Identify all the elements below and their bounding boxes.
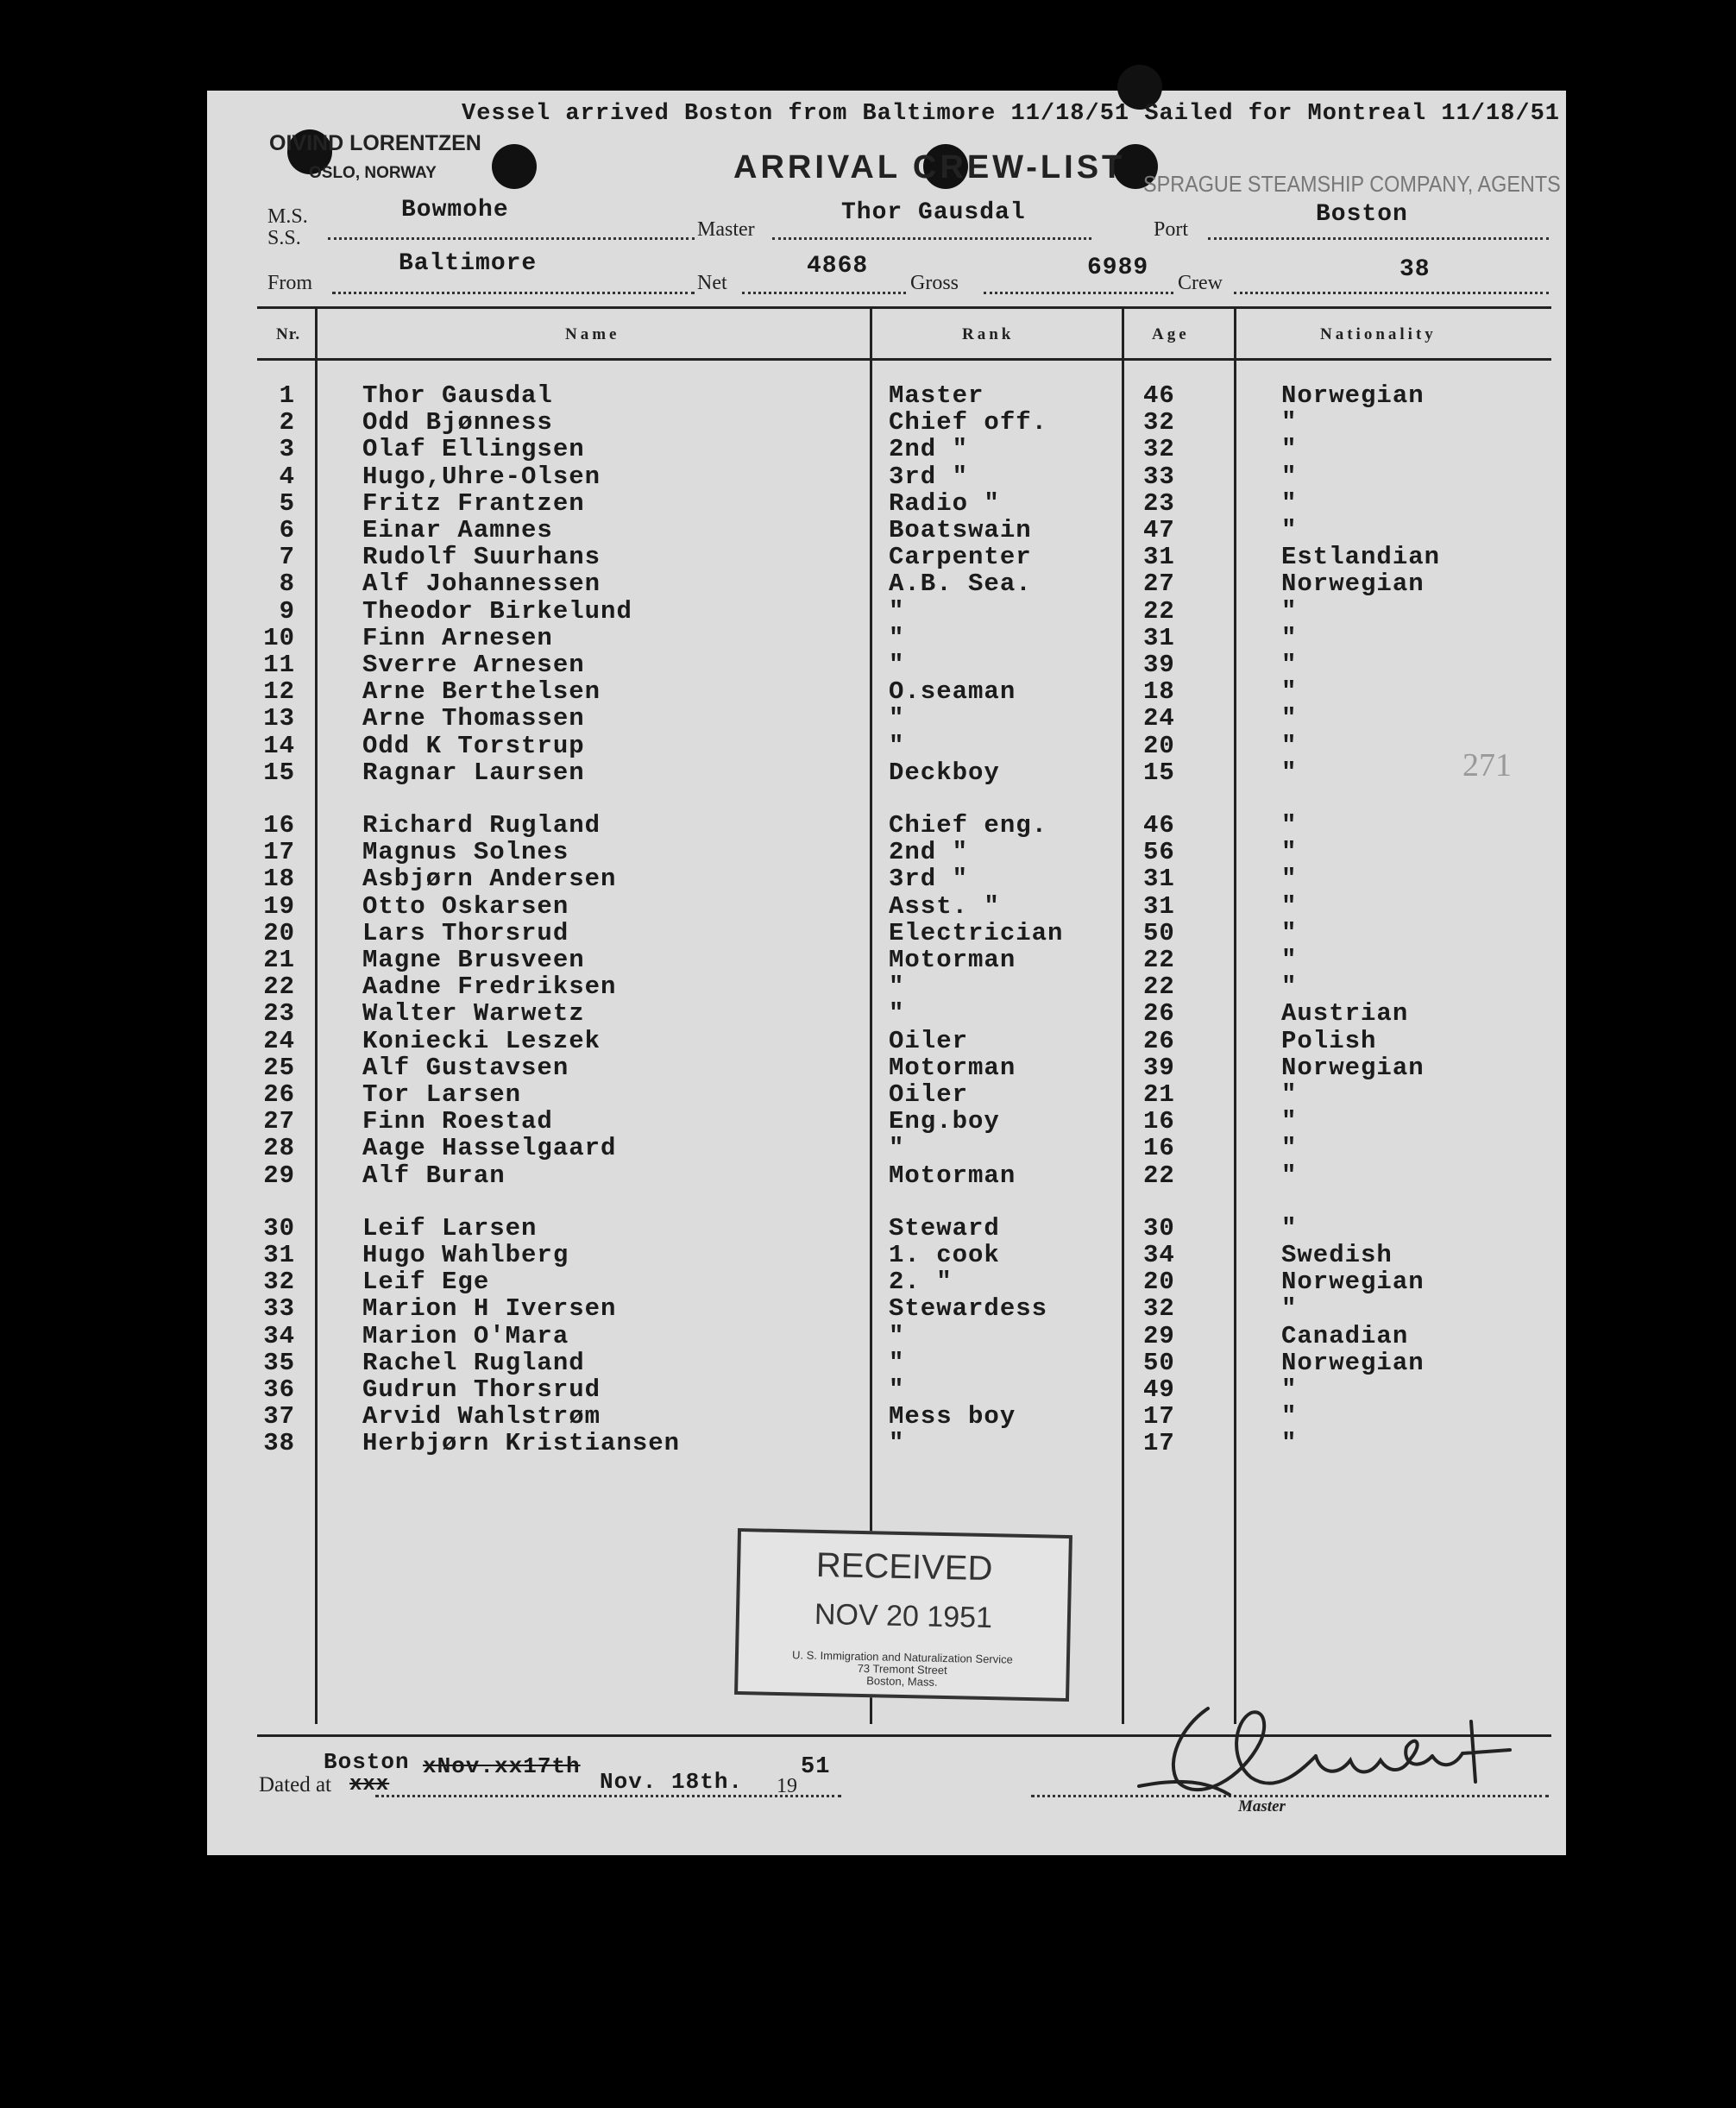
crew-number: 25 [263, 1053, 295, 1082]
crew-rank: " [889, 972, 905, 1002]
crew-age: 26 [1143, 999, 1175, 1029]
crew-name: Tor Larsen [362, 1080, 522, 1109]
crew-nationality: " [1281, 1294, 1298, 1324]
crew-nationality: Swedish [1281, 1241, 1393, 1269]
crew-name: Thor Gausdal [362, 381, 553, 410]
crew-rank: Steward [889, 1213, 1000, 1243]
crew-nationality: " [1281, 516, 1298, 544]
crew-nationality: " [1281, 1429, 1298, 1458]
crew-row [207, 704, 1566, 731]
header-bottom-rule [257, 358, 1551, 361]
crew-rank: Mess boy [889, 1402, 1016, 1432]
crew-name: Hugo,Uhre-Olsen [362, 462, 601, 491]
crew-row [207, 1214, 1566, 1241]
crew-rank: " [889, 1375, 905, 1404]
crew-rank: " [889, 731, 905, 760]
column-header-age: Age [1152, 325, 1190, 343]
crew-row [207, 1322, 1566, 1349]
footer-place: Boston [324, 1749, 410, 1775]
crew-nationality: Norwegian [1281, 569, 1425, 599]
crew-age: 15 [1143, 758, 1175, 787]
owner-name: OIVIND LORENTZEN [269, 131, 481, 155]
stamp-city: Boston, Mass. [866, 1674, 938, 1689]
crew-age: 46 [1143, 811, 1175, 840]
crew-row [207, 381, 1566, 408]
crew-rank: " [889, 1321, 905, 1350]
crew-rank: 2. " [889, 1268, 953, 1297]
crew-age: 50 [1143, 918, 1175, 947]
crew-nationality: Norwegian [1281, 381, 1425, 410]
crew-rank: " [889, 999, 905, 1029]
crew-rank: Chief eng. [889, 811, 1048, 840]
crew-number: 10 [263, 623, 295, 652]
crew-rank: Deckboy [889, 758, 1000, 787]
crew-rank: Asst. " [889, 891, 1000, 921]
crew-age: 22 [1143, 946, 1175, 974]
crew-number: 26 [263, 1080, 295, 1109]
crew-age: 16 [1143, 1134, 1175, 1163]
crew-row [207, 999, 1566, 1029]
crew-number: 27 [263, 1107, 295, 1136]
crew-number: 29 [263, 1161, 295, 1190]
crew-rank: " [889, 1429, 905, 1458]
crew-rank: " [889, 623, 905, 652]
footer-date: Nov. 18th. [600, 1769, 744, 1795]
crew-age: 31 [1143, 865, 1175, 894]
ms-label: M.S. [267, 205, 308, 228]
crew-number: 12 [263, 677, 295, 707]
crew-number: 8 [279, 569, 295, 599]
crew-rank: " [889, 1134, 905, 1163]
crew-number: 18 [263, 865, 295, 894]
crew-name: Theodor Birkelund [362, 596, 632, 626]
crew-age: 49 [1143, 1375, 1175, 1404]
crew-number: 2 [279, 408, 295, 437]
crew-name: Rachel Rugland [362, 1348, 585, 1377]
crew-nationality: " [1281, 651, 1298, 679]
crew-name: Richard Rugland [362, 811, 601, 840]
crew-number: 4 [279, 462, 295, 491]
crew-rank: Motorman [889, 1161, 1016, 1190]
crew-name: Arne Thomassen [362, 704, 585, 733]
footer-year-prefix: 19 [777, 1775, 797, 1797]
crew-age: 33 [1143, 462, 1175, 491]
crew-rank: Oiler [889, 1026, 969, 1055]
crew-age: 20 [1143, 731, 1175, 760]
from-label: From [267, 272, 313, 294]
crew-row [207, 624, 1566, 651]
crew-name: Marion O'Mara [362, 1321, 569, 1350]
crew-age: 29 [1143, 1321, 1175, 1350]
gross-tonnage: 6989 [1087, 255, 1149, 281]
crew-rank: Stewardess [889, 1294, 1048, 1324]
crew-nationality: Norwegian [1281, 1348, 1425, 1377]
vessel-dotted-line [328, 237, 695, 240]
crew-name: Odd K Torstrup [362, 731, 585, 760]
crew-rank: 2nd " [889, 838, 969, 867]
crew-nationality: " [1281, 408, 1298, 437]
crew-number: 24 [263, 1026, 295, 1055]
crew-nationality: " [1281, 623, 1298, 652]
crew-name: Gudrun Thorsrud [362, 1375, 601, 1404]
crew-row [207, 1134, 1566, 1161]
crew-rank: " [889, 651, 905, 679]
stamp-agency [738, 1648, 1066, 1691]
column-header-nr: Nr. [276, 325, 301, 343]
crew-name: Alf Gustavsen [362, 1053, 569, 1082]
crew-row [207, 972, 1566, 1002]
crew-nationality: " [1281, 1213, 1298, 1243]
master-dotted-line [772, 237, 1091, 240]
crew-number: 7 [279, 543, 295, 572]
crew-number: 22 [263, 972, 295, 1002]
crew-name: Arvid Wahlstrøm [362, 1402, 601, 1432]
crew-rank: Carpenter [889, 543, 1032, 572]
crew-age: 47 [1143, 516, 1175, 544]
crew-nationality: " [1281, 1375, 1298, 1404]
column-header-nationality: Nationality [1320, 325, 1437, 343]
crew-nationality: " [1281, 1134, 1298, 1163]
crew-nationality: " [1281, 1402, 1298, 1432]
crew-rank: 1. cook [889, 1241, 1000, 1269]
crew-nationality: " [1281, 758, 1298, 787]
crew-row [207, 597, 1566, 624]
date-dotted-line [375, 1795, 841, 1797]
crew-name: Otto Oskarsen [362, 891, 569, 921]
crew-nationality: " [1281, 462, 1298, 491]
crew-name: Fritz Frantzen [362, 488, 585, 518]
crew-rank: " [889, 1348, 905, 1377]
crew-age: 46 [1143, 381, 1175, 410]
crew-row [207, 811, 1566, 838]
crew-name: Alf Buran [362, 1161, 506, 1190]
crew-label: Crew [1178, 272, 1223, 294]
crew-row [207, 865, 1566, 894]
arrival-note: Vessel arrived Boston from Baltimore 11/18/51 Sailed for Montreal 11/18/51 [462, 101, 1560, 127]
crew-row [207, 463, 1566, 489]
crew-rank: " [889, 596, 905, 626]
crew-number: 30 [263, 1213, 295, 1243]
gross-dotted-line [984, 292, 1173, 294]
crew-rank: " [889, 704, 905, 733]
crew-row [207, 1429, 1566, 1456]
crew-name: Leif Larsen [362, 1213, 538, 1243]
crew-name: Magnus Solnes [362, 838, 569, 867]
crew-row [207, 1107, 1566, 1134]
crew-row [207, 758, 1566, 785]
crew-age: 32 [1143, 408, 1175, 437]
crew-number: 33 [263, 1294, 295, 1324]
crew-age: 32 [1143, 435, 1175, 464]
crew-age: 32 [1143, 1294, 1175, 1324]
crew-rank: 3rd " [889, 865, 969, 894]
crew-nationality: " [1281, 865, 1298, 894]
crew-name: Hugo Wahlberg [362, 1241, 569, 1269]
crew-nationality: " [1281, 704, 1298, 733]
crew-rank: Chief off. [889, 408, 1048, 437]
crew-number: 15 [263, 758, 295, 787]
crew-row [207, 1080, 1566, 1107]
crew-name: Sverre Arnesen [362, 651, 585, 679]
crew-age: 50 [1143, 1348, 1175, 1377]
footer-year: 51 [801, 1754, 831, 1780]
crew-name: Leif Ege [362, 1268, 490, 1297]
crew-nationality: " [1281, 946, 1298, 974]
crew-rank: 2nd " [889, 435, 969, 464]
crew-nationality: " [1281, 731, 1298, 760]
crew-row [207, 489, 1566, 516]
crew-age: 31 [1143, 543, 1175, 572]
crew-row [207, 569, 1566, 599]
master-name: Thor Gausdal [841, 199, 1026, 226]
crew-row [207, 919, 1566, 946]
crew-age: 31 [1143, 891, 1175, 921]
crew-age: 27 [1143, 569, 1175, 599]
crew-row [207, 1161, 1566, 1188]
crew-number: 34 [263, 1321, 295, 1350]
from-port: Baltimore [399, 250, 538, 277]
crew-name: Einar Aamnes [362, 516, 553, 544]
crew-rank: A.B. Sea. [889, 569, 1032, 599]
crew-nationality: Austrian [1281, 999, 1409, 1029]
crew-age: 31 [1143, 623, 1175, 652]
crew-age: 39 [1143, 651, 1175, 679]
crew-age: 26 [1143, 1026, 1175, 1055]
crew-row [207, 1402, 1566, 1432]
stamp-street: 73 Tremont Street [857, 1661, 947, 1677]
crew-nationality: " [1281, 1080, 1298, 1109]
crew-row [207, 838, 1566, 865]
crew-age: 23 [1143, 488, 1175, 518]
crew-number: 21 [263, 946, 295, 974]
crew-number: 28 [263, 1134, 295, 1163]
crew-name: Aadne Fredriksen [362, 972, 617, 1002]
crew-name: Herbjørn Kristiansen [362, 1429, 681, 1458]
dated-at-label: Dated at [259, 1773, 331, 1797]
crew-nationality: Polish [1281, 1026, 1377, 1055]
crew-name: Lars Thorsrud [362, 918, 569, 947]
crew-name: Odd Bjønness [362, 408, 553, 437]
gross-label: Gross [910, 272, 959, 294]
crew-rank: Motorman [889, 946, 1016, 974]
crew-age: 24 [1143, 704, 1175, 733]
crew-row [207, 1375, 1566, 1402]
crew-row [207, 1268, 1566, 1297]
net-tonnage: 4868 [807, 253, 869, 280]
net-dotted-line [742, 292, 906, 294]
crew-age: 20 [1143, 1268, 1175, 1297]
crew-rank: 3rd " [889, 462, 969, 491]
crew-age: 17 [1143, 1429, 1175, 1458]
master-signature [1130, 1674, 1544, 1821]
crew-number: 1 [279, 381, 295, 410]
crew-row [207, 516, 1566, 543]
crew-number: 11 [263, 651, 295, 679]
crew-number: 35 [263, 1348, 295, 1377]
crew-number: 31 [263, 1241, 295, 1269]
crew-number: 17 [263, 838, 295, 867]
crew-rank: O.seaman [889, 677, 1016, 707]
crew-nationality: Norwegian [1281, 1053, 1425, 1082]
crew-rank: Boatswain [889, 516, 1032, 544]
stamp-date: NOV 20 1951 [814, 1597, 993, 1635]
received-stamp [734, 1528, 1072, 1702]
crew-rank: Eng.boy [889, 1107, 1000, 1136]
port-label: Port [1154, 218, 1189, 241]
crew-age: 18 [1143, 677, 1175, 707]
crew-age: 39 [1143, 1053, 1175, 1082]
crew-row [207, 946, 1566, 972]
crew-rank: Electrician [889, 918, 1064, 947]
footer-struck-place: xxx [349, 1773, 390, 1797]
port-dotted-line [1208, 237, 1549, 240]
crew-number: 9 [279, 596, 295, 626]
master-label: Master [697, 218, 755, 241]
crew-nationality: " [1281, 838, 1298, 867]
crew-name: Magne Brusveen [362, 946, 585, 974]
crew-nationality: " [1281, 488, 1298, 518]
crew-nationality: " [1281, 1161, 1298, 1190]
crew-number: 14 [263, 731, 295, 760]
stamp-agency-name: U. S. Immigration and Naturalization Service [791, 1648, 1013, 1666]
crew-nationality: " [1281, 972, 1298, 1002]
stamp-received-text: RECEIVED [815, 1545, 993, 1589]
crew-dotted-line [1234, 292, 1549, 294]
crew-rank: Oiler [889, 1080, 969, 1109]
crew-number: 13 [263, 704, 295, 733]
column-header-rank: Rank [962, 325, 1015, 343]
crew-age: 17 [1143, 1402, 1175, 1432]
crew-name: Olaf Ellingsen [362, 435, 585, 464]
margin-number: 271 [1462, 747, 1512, 783]
crew-name: Alf Johannessen [362, 569, 601, 599]
crew-name: Finn Arnesen [362, 623, 553, 652]
crew-number: 23 [263, 999, 295, 1029]
crew-row [207, 677, 1566, 707]
crew-rank: Radio " [889, 488, 1000, 518]
crew-row [207, 1294, 1566, 1324]
crew-age: 22 [1143, 596, 1175, 626]
agents-stamp: SPRAGUE STEAMSHIP COMPANY, AGENTS [1143, 171, 1561, 197]
crew-number: 3 [279, 435, 295, 464]
column-header-name: Name [565, 325, 620, 343]
crew-row [207, 1054, 1566, 1080]
crew-age: 16 [1143, 1107, 1175, 1136]
net-label: Net [697, 272, 727, 294]
crew-nationality: " [1281, 811, 1298, 840]
crew-age: 22 [1143, 972, 1175, 1002]
crew-row [207, 892, 1566, 919]
crew-name: Walter Warwetz [362, 999, 585, 1029]
crew-name: Aage Hasselgaard [362, 1134, 617, 1163]
crew-age: 22 [1143, 1161, 1175, 1190]
crew-nationality: " [1281, 1107, 1298, 1136]
crew-nationality: " [1281, 596, 1298, 626]
crew-count: 38 [1399, 256, 1431, 283]
crew-list-sheet [207, 91, 1566, 1855]
crew-nationality: Norwegian [1281, 1268, 1425, 1297]
punch-hole-mid-left [492, 144, 537, 189]
vessel-name: Bowmohe [401, 197, 509, 223]
crew-number: 32 [263, 1268, 295, 1297]
crew-rank: Master [889, 381, 984, 410]
crew-row [207, 732, 1566, 758]
crew-row [207, 435, 1566, 462]
crew-age: 21 [1143, 1080, 1175, 1109]
crew-number: 6 [279, 516, 295, 544]
port-name: Boston [1316, 201, 1408, 228]
crew-rank: Motorman [889, 1053, 1016, 1082]
crew-name: Asbjørn Andersen [362, 865, 617, 894]
owner-location: OSLO, NORWAY [309, 164, 437, 182]
crew-row [207, 408, 1566, 435]
crew-row [207, 1349, 1566, 1375]
crew-name: Arne Berthelsen [362, 677, 601, 707]
crew-number: 19 [263, 891, 295, 921]
crew-nationality: " [1281, 918, 1298, 947]
from-dotted-line [332, 292, 695, 294]
crew-age: 34 [1143, 1241, 1175, 1269]
crew-age: 30 [1143, 1213, 1175, 1243]
crew-nationality: Estlandian [1281, 543, 1441, 572]
crew-nationality: " [1281, 435, 1298, 464]
crew-name: Finn Roestad [362, 1107, 553, 1136]
crew-name: Marion H Iversen [362, 1294, 617, 1324]
page-title: ARRIVAL CREW-LIST [733, 149, 1126, 186]
crew-nationality: " [1281, 677, 1298, 707]
crew-age: 56 [1143, 838, 1175, 867]
crew-name: Koniecki Leszek [362, 1026, 601, 1055]
ss-label: S.S. [267, 227, 301, 249]
crew-row [207, 651, 1566, 677]
crew-name: Rudolf Suurhans [362, 543, 601, 572]
crew-number: 37 [263, 1402, 295, 1432]
crew-name: Ragnar Laursen [362, 758, 585, 787]
crew-nationality: Canadian [1281, 1321, 1409, 1350]
crew-row [207, 1241, 1566, 1268]
crew-number: 16 [263, 811, 295, 840]
table-top-rule [257, 306, 1551, 309]
master-signature-label: Master [1238, 1797, 1286, 1815]
crew-number: 20 [263, 918, 295, 947]
crew-row [207, 543, 1566, 572]
crew-nationality: " [1281, 891, 1298, 921]
crew-number: 5 [279, 488, 295, 518]
crew-number: 38 [263, 1429, 295, 1458]
footer-struck-date: xNov.xx17th [423, 1753, 581, 1779]
crew-number: 36 [263, 1375, 295, 1404]
crew-row [207, 1027, 1566, 1054]
